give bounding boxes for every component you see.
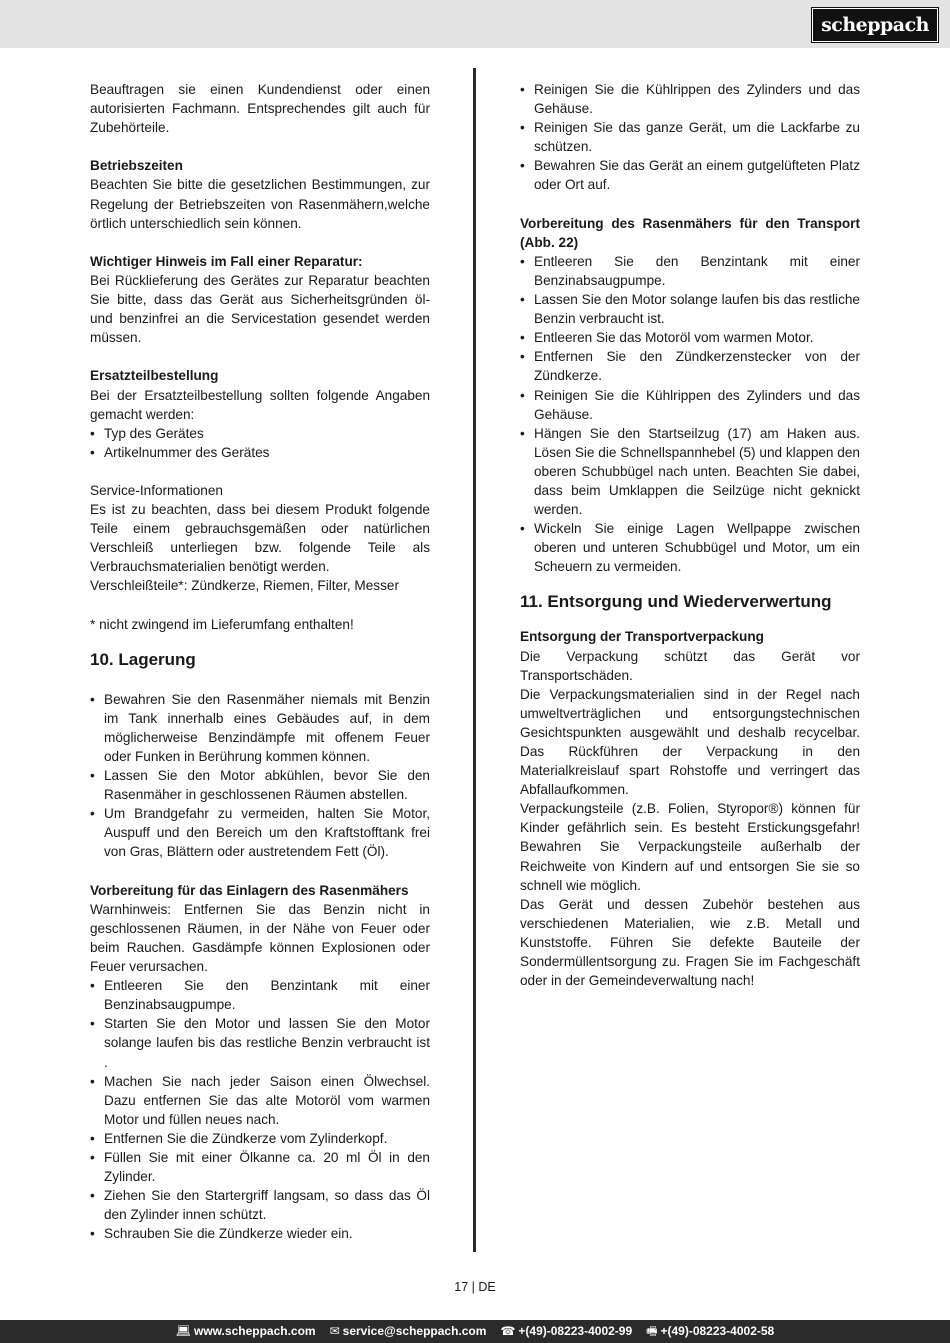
- section-title-lagerung: 10. Lagerung: [90, 649, 196, 669]
- service-note: * nicht zwingend im Lieferumfang enthalten!: [90, 616, 354, 632]
- list-item: • Starten Sie den Motor und lassen Sie den Motor solange laufen bis das restliche Benzin verbraucht ist .: [90, 1014, 430, 1071]
- entsorgung-paragraph: Das Gerät und dessen Zubehör bestehen aus verschiedenen Materialien, wie z.B. Metall und Kunststoffe. Führen Sie defekte Bauteile der Sondermüllentsorgung zu. Fragen Sie im Fachgeschäft oder in der Gemeindeverwaltung nach!: [520, 896, 860, 989]
- reparatur-heading: Wichtiger Hinweis im Fall einer Reparatur:: [90, 253, 363, 269]
- header-bar: [0, 0, 950, 48]
- footer-website[interactable]: [176, 1320, 316, 1343]
- entsorgung-paragraph: Die Verpackung schützt das Gerät vor Transportschäden.: [520, 648, 860, 683]
- list-item: • Machen Sie nach jeder Saison einen Ölwechsel. Dazu entfernen Sie das alte Motoröl vom warmen Motor und füllen neues nach.: [90, 1072, 430, 1129]
- list-item: • Entfernen Sie den Zündkerzenstecker von der Zündkerze.: [520, 347, 860, 385]
- list-item: • Entleeren Sie das Motoröl vom warmen Motor.: [520, 328, 860, 347]
- list-item: • Artikelnummer des Gerätes: [90, 443, 430, 462]
- list-item: • Um Brandgefahr zu vermeiden, halten Sie Motor, Auspuff und den Bereich um den Kraftstofftank frei von Gras, Blättern oder austretendem Fett (Öl).: [90, 804, 430, 861]
- list-item: • Entleeren Sie den Benzintank mit einer Benzinabsaugpumpe.: [520, 252, 860, 290]
- list-item: • Hängen Sie den Startseilzug (17) am Haken aus. Lösen Sie die Schnellspannhebel (5) und klappen den oberen Schubbügel nach unten. Beachten Sie dabei, dass beim Umklappen die Seilzüge nicht geknickt werden.: [520, 424, 860, 519]
- list-item: • Reinigen Sie die Kühlrippen des Zylinders und das Gehäuse.: [520, 386, 860, 424]
- service-text: Es ist zu beachten, dass bei diesem Produkt folgende Teile einem gebrauchsgemäßen oder natürlichen Verschleiß unterliegen bzw. folgende Teile als Verbrauchsmaterialien benötigt werden.: [90, 502, 430, 575]
- list-item: • Füllen Sie mit einer Ölkanne ca. 20 ml Öl in den Zylinder.: [90, 1148, 430, 1186]
- fax-icon: 🖷︎: [646, 1324, 658, 1338]
- brand-logo: scheppach: [812, 8, 938, 42]
- list-item: • Lassen Sie den Motor solange laufen bis das restliche Benzin verbraucht ist.: [520, 290, 860, 328]
- list-item: • Entfernen Sie die Zündkerze vom Zylinderkopf.: [90, 1129, 430, 1148]
- list-item: • Wickeln Sie einige Lagen Wellpappe zwischen oberen und unteren Schubbügel und Motor, um ein Scheuern zu vermeiden.: [520, 519, 860, 576]
- list-item: • Schrauben Sie die Zündkerze wieder ein.: [90, 1224, 430, 1243]
- list-item: • Ziehen Sie den Startergriff langsam, so dass das Öl den Zylinder innen schützt.: [90, 1186, 430, 1224]
- footer-phone: [500, 1320, 632, 1343]
- left-column: [90, 80, 430, 1243]
- footer-website-text: www.scheppach.com: [194, 1324, 316, 1338]
- footer-phone-text: +(49)-08223-4002-99: [518, 1324, 633, 1338]
- phone-icon: ☎: [500, 1324, 516, 1338]
- list-item: • Bewahren Sie den Rasenmäher niemals mit Benzin im Tank innerhalb eines Gebäudes auf, in dem möglicherweise Benzindämpfe mit offenem Feuer oder Funken in Berührung kommen können.: [90, 690, 430, 766]
- footer-fax-text: +(49)-08223-4002-58: [660, 1324, 775, 1338]
- envelope-icon: ✉︎: [329, 1324, 340, 1338]
- reparatur-text: Bei Rücklieferung des Gerätes zur Reparatur beachten Sie bitte, dass das Gerät aus Sicherheitsgründen öl- und benzinfrei an die Servicestation gesendet werden müssen.: [90, 272, 430, 346]
- entsorgung-paragraph: Die Verpackungsmaterialien sind in der Regel nach umweltverträglichen und entsorgungstechnischen Gesichtspunkten ausgewählt und deshalb recycelbar. Das Rückführen der Verpackung in den Materialkreislauf spart Rohstoffe und verringert das Abfallaufkommen.: [520, 686, 860, 798]
- list-item: • Reinigen Sie das ganze Gerät, um die Lackfarbe zu schützen.: [520, 118, 860, 156]
- column-divider: [473, 68, 476, 1252]
- cleaning-list: [520, 80, 860, 195]
- einlagern-list: [90, 976, 430, 1243]
- ersatzteil-heading: Ersatzteilbestellung: [90, 368, 219, 384]
- lagerung-list: [90, 690, 430, 862]
- ersatzteil-text: Bei der Ersatzteilbestellung sollten folgende Angaben gemacht werden:: [90, 387, 430, 422]
- service-parts: Verschleißteile*: Zündkerze, Riemen, Filter, Messer: [90, 578, 399, 594]
- entsorgung-paragraph: Verpackungsteile (z.B. Folien, Styropor®) können für Kinder gefährlich sein. Es besteht Erstickungsgefahr! Bewahren Sie Verpackungsteile außerhalb der Reichweite von Kindern auf und entsorgen Sie sie so schnell wie möglich.: [520, 801, 860, 893]
- list-item: • Entleeren Sie den Benzintank mit einer Benzinabsaugpumpe.: [90, 976, 430, 1014]
- list-item: • Lassen Sie den Motor abkühlen, bevor Sie den Rasenmäher in geschlossenen Räumen abstellen.: [90, 766, 430, 804]
- einlagern-warning: Warnhinweis: Entfernen Sie das Benzin nicht in geschlossenen Räumen, in der Nähe von Feuer oder beim Rauchen. Gasdämpfe können Explosionen oder Feuer verursachen.: [90, 901, 430, 975]
- transport-list: [520, 252, 860, 577]
- betriebszeiten-text: Beachten Sie bitte die gesetzlichen Bestimmungen, zur Regelung der Betriebszeiten von Rasenmähern,welche örtlich unterschiedlich sein können.: [90, 177, 430, 231]
- footer-email[interactable]: [330, 1320, 487, 1343]
- list-item: • Reinigen Sie die Kühlrippen des Zylinders und das Gehäuse.: [520, 80, 860, 118]
- footer-fax: [646, 1320, 774, 1343]
- intro-text: Beauftragen sie einen Kundendienst oder einen autorisierten Fachmann. Entsprechendes gilt auch für Zubehörteile.: [90, 82, 430, 136]
- list-item: • Typ des Gerätes: [90, 424, 430, 443]
- einlagern-heading: Vorbereitung für das Einlagern des Rasenmähers: [90, 882, 409, 898]
- section-title-entsorgung: 11. Entsorgung und Wiederverwertung: [520, 592, 832, 612]
- entsorgung-heading: Entsorgung der Transportverpackung: [520, 629, 764, 645]
- list-item: • Bewahren Sie das Gerät an einem gutgelüfteten Platz oder Ort auf.: [520, 156, 860, 194]
- page-number: 17 | DE: [454, 1280, 496, 1294]
- right-column: [520, 80, 860, 990]
- footer-bar: [0, 1320, 950, 1343]
- computer-icon: 💻︎: [175, 1324, 191, 1338]
- ersatzteil-list: [90, 424, 430, 462]
- footer-email-text: service@scheppach.com: [342, 1324, 487, 1338]
- service-heading: Service-Informationen: [90, 482, 223, 498]
- betriebszeiten-heading: Betriebszeiten: [90, 158, 183, 174]
- transport-heading: Vorbereitung des Rasenmähers für den Transport (Abb. 22): [520, 215, 860, 250]
